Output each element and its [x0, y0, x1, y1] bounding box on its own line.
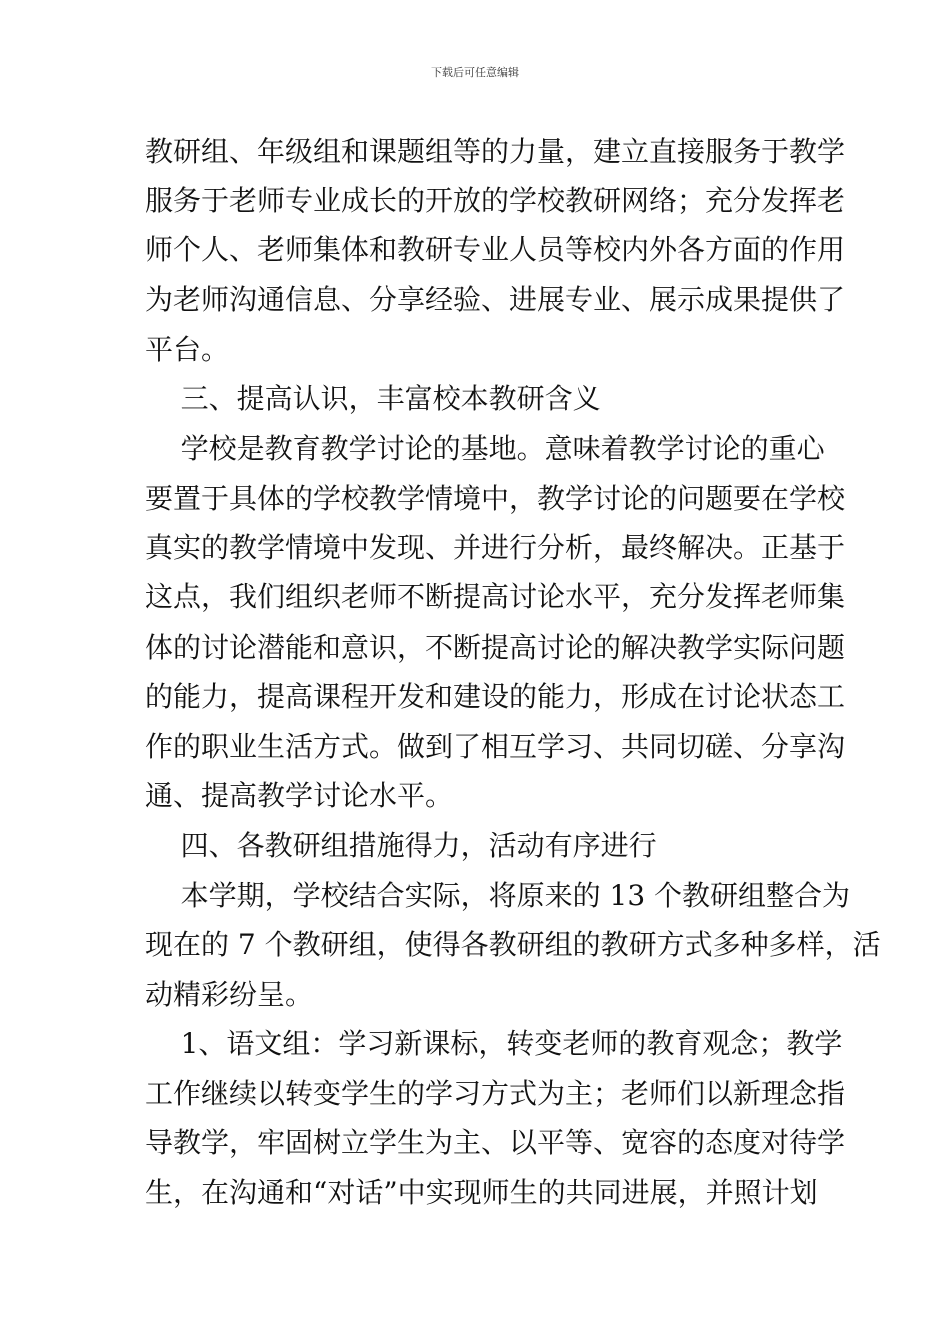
text-line: 这点，我们组织老师不断提高讨论水平，充分发挥老师集 [145, 580, 846, 613]
section-heading: 三、提高认识，丰富校本教研含义 [145, 382, 601, 415]
header-note: 下载后可任意编辑 [431, 66, 519, 79]
text-line: 工作继续以转变学生的学习方式为主；老师们以新理念指 [145, 1077, 846, 1110]
text-line: 动精彩纷呈。 [145, 978, 314, 1011]
text-line: 平台。 [145, 333, 230, 366]
text-line: 生，在沟通和“对话”中实现师生的共同进展，并照计划 [145, 1176, 818, 1209]
text-line: 要置于具体的学校教学情境中，教学讨论的问题要在学校 [145, 482, 846, 515]
text-line: 1、语文组：学习新课标，转变老师的教育观念；教学 [145, 1027, 843, 1060]
text-line: 通、提高教学讨论水平。 [145, 779, 454, 812]
text-line: 作的职业生活方式。做到了相互学习、共同切磋、分享沟 [145, 730, 846, 763]
text-line: 教研组、年级组和课题组等的力量，建立直接服务于教学 [145, 135, 846, 168]
text-line: 为老师沟通信息、分享经验、进展专业、展示成果提供了 [145, 283, 846, 316]
text-line: 现在的 7 个教研组，使得各教研组的教研方式多种多样，活 [145, 928, 881, 961]
section-heading: 四、各教研组措施得力，活动有序进行 [145, 829, 657, 862]
text-line: 真实的教学情境中发现、并进行分析，最终解决。正基于 [145, 531, 846, 564]
text-line: 体的讨论潜能和意识，不断提高讨论的解决教学实际问题 [145, 631, 846, 664]
text-line: 学校是教育教学讨论的基地。意味着教学讨论的重心 [145, 432, 825, 465]
text-line: 的能力，提高课程开发和建设的能力，形成在讨论状态工 [145, 680, 846, 713]
text-line: 师个人、老师集体和教研专业人员等校内外各方面的作用 [145, 233, 846, 266]
text-line: 本学期，学校结合实际，将原来的 13 个教研组整合为 [145, 879, 851, 912]
text-line: 服务于老师专业成长的开放的学校教研网络；充分发挥老 [145, 184, 846, 217]
text-line: 导教学，牢固树立学生为主、以平等、宽容的态度对待学 [145, 1126, 846, 1159]
